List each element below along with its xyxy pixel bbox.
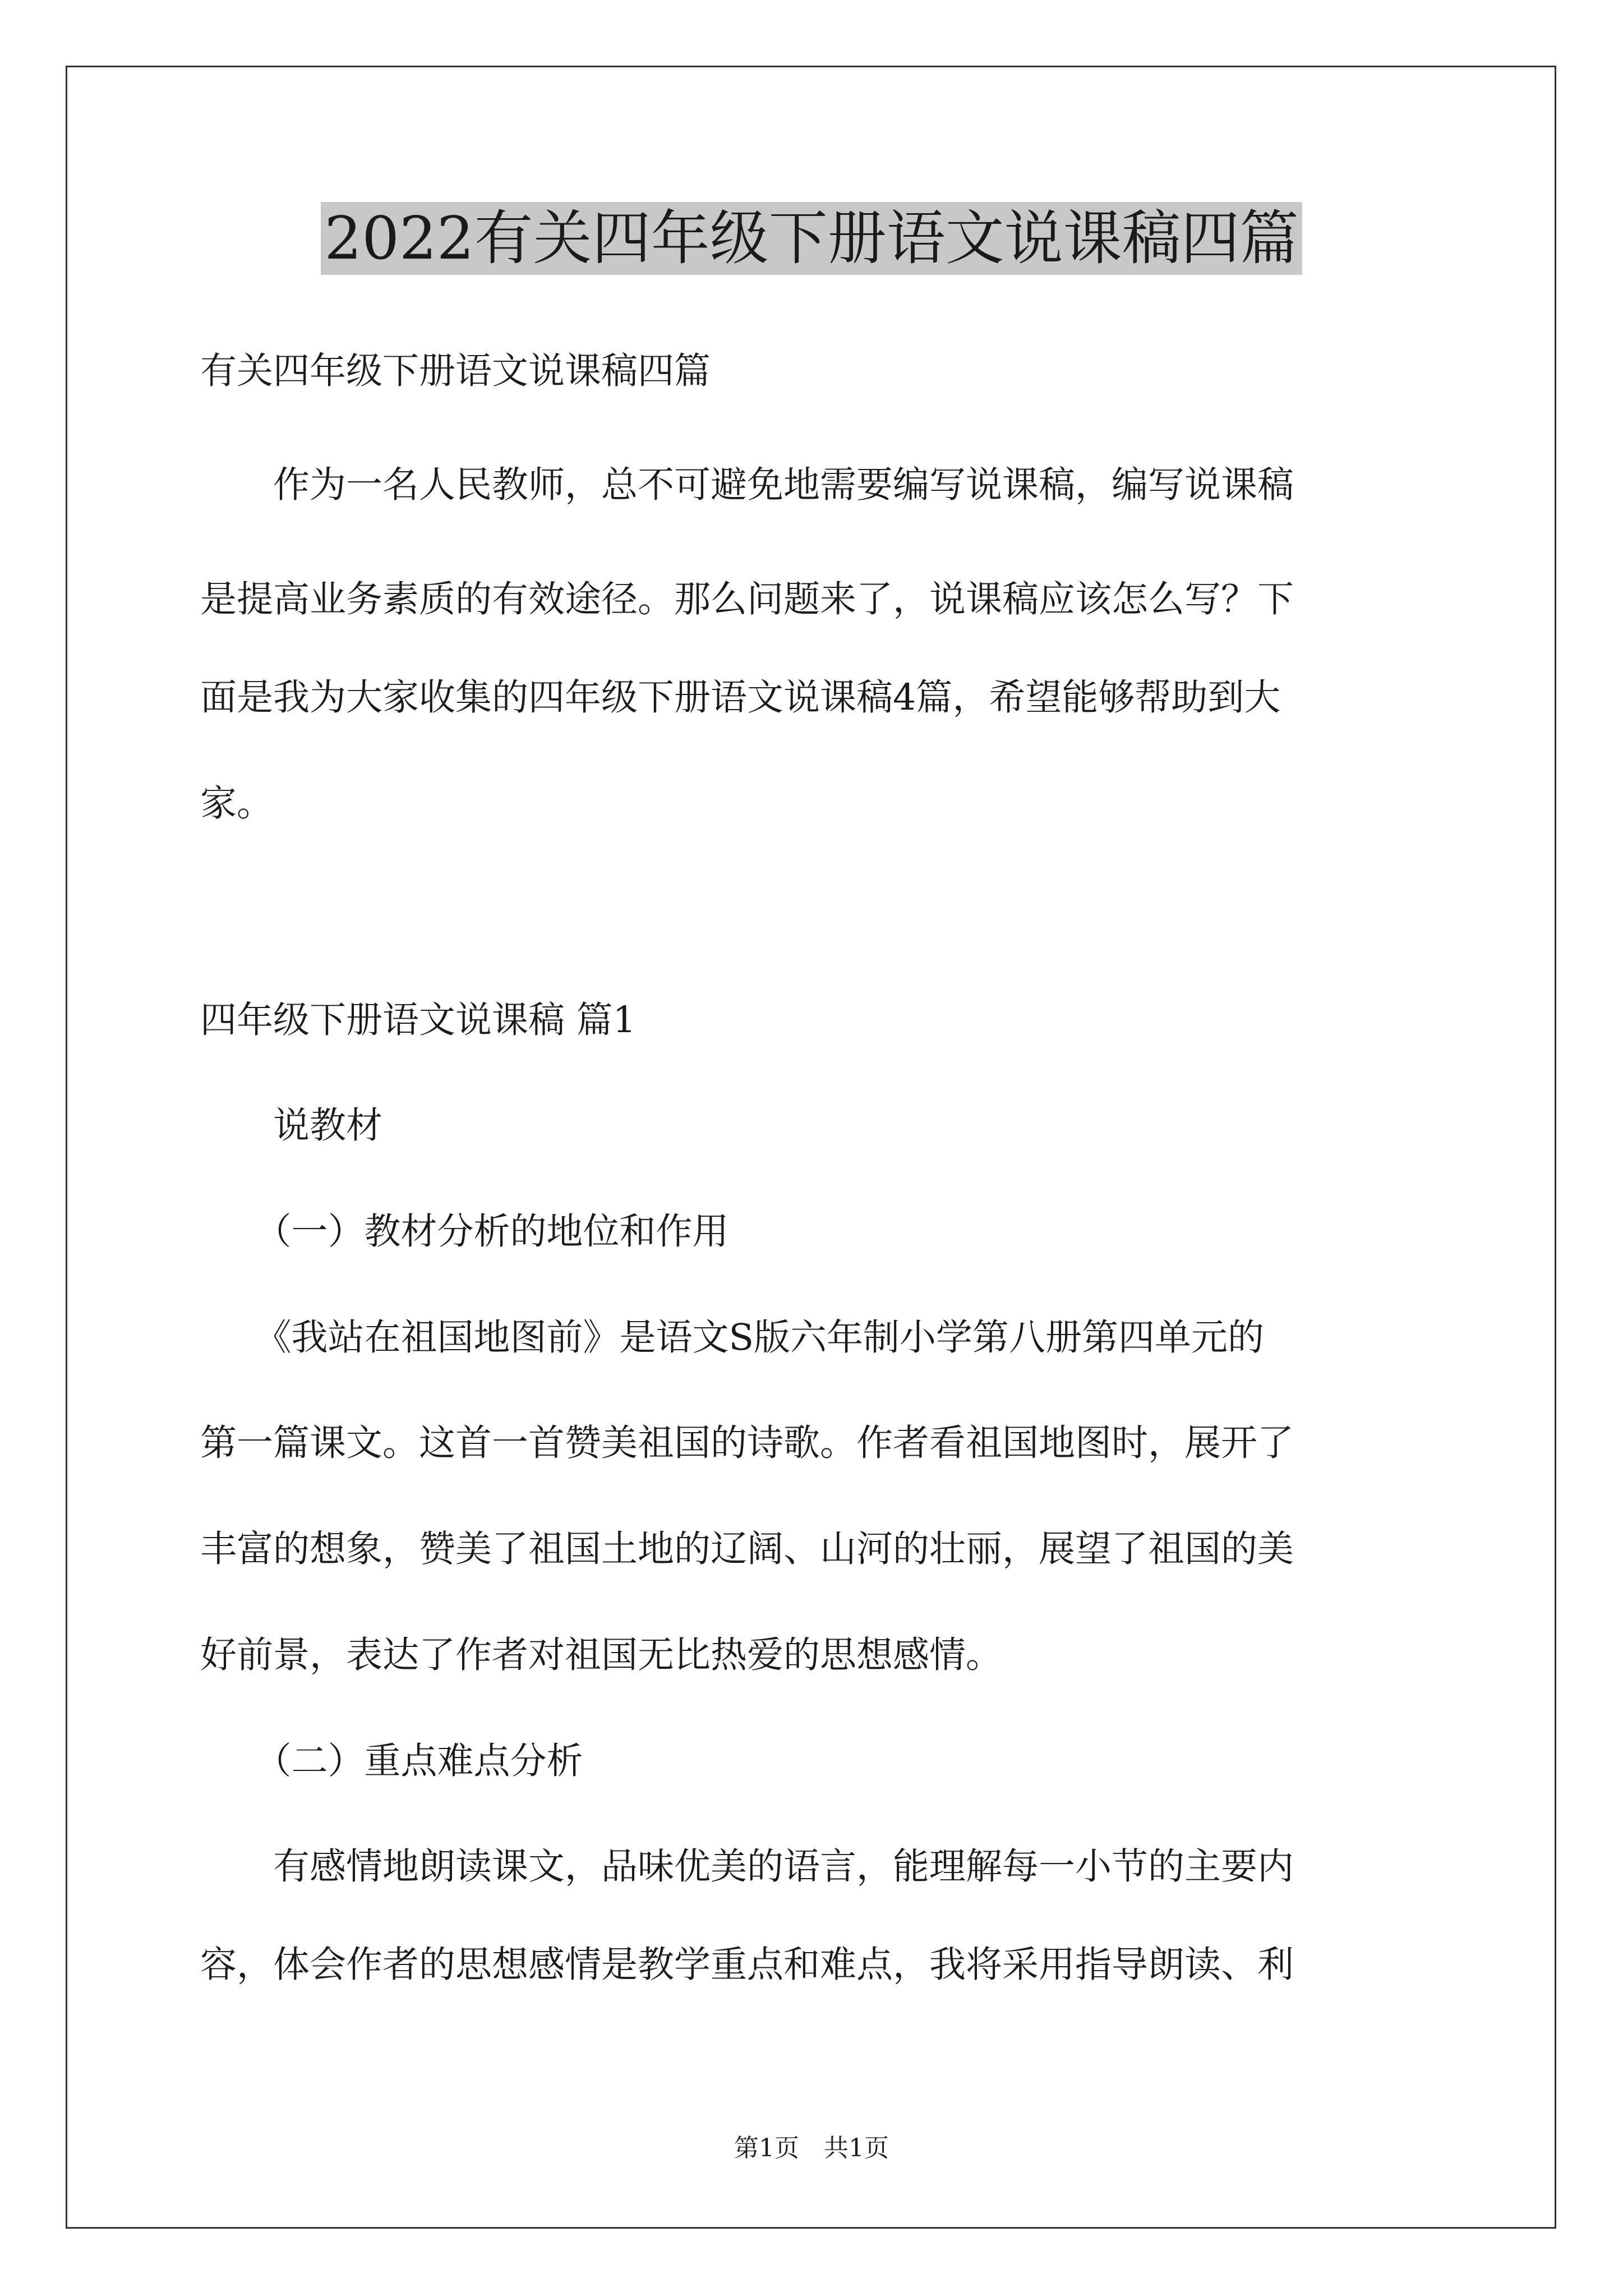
document-title-text: 2022有关四年级下册语文说课稿四篇: [321, 202, 1302, 275]
text-line: 说教材: [200, 1105, 383, 1147]
text-line: 面是我为大家收集的四年级下册语文说课稿4篇，希望能够帮助到大: [200, 677, 1281, 719]
text-line: 《我站在祖国地图前》是语文S版六年制小学第八册第四单元的: [200, 1317, 1265, 1359]
text-line: 有感情地朗读课文，品味优美的语言，能理解每一小节的主要内: [200, 1846, 1294, 1888]
text-line: （一）教材分析的地位和作用: [200, 1211, 729, 1253]
text-line: 作为一名人民教师，总不可避免地需要编写说课稿，编写说课稿: [200, 464, 1294, 506]
document-title: [0, 196, 1623, 280]
text-line: 容，体会作者的思想感情是教学重点和难点，我将采用指导朗读、利: [200, 1944, 1294, 1986]
page-footer: 第1页 共1页: [734, 2134, 889, 2162]
text-line: 丰富的想象，赞美了祖国土地的辽阔、山河的壮丽，展望了祖国的美: [200, 1528, 1294, 1570]
text-line: （二）重点难点分析: [200, 1740, 583, 1782]
text-line: 好前景，表达了作者对祖国无比热爱的思想感情。: [200, 1634, 1003, 1676]
text-line: 第一篇课文。这首一首赞美祖国的诗歌。作者看祖国地图时，展开了: [200, 1422, 1294, 1464]
section-heading: 四年级下册语文说课稿 篇1: [200, 999, 637, 1041]
text-line: 有关四年级下册语文说课稿四篇: [200, 350, 711, 392]
text-line: 家。: [200, 783, 274, 825]
text-line: 是提高业务素质的有效途径。那么问题来了，说课稿应该怎么写？下: [200, 578, 1294, 620]
